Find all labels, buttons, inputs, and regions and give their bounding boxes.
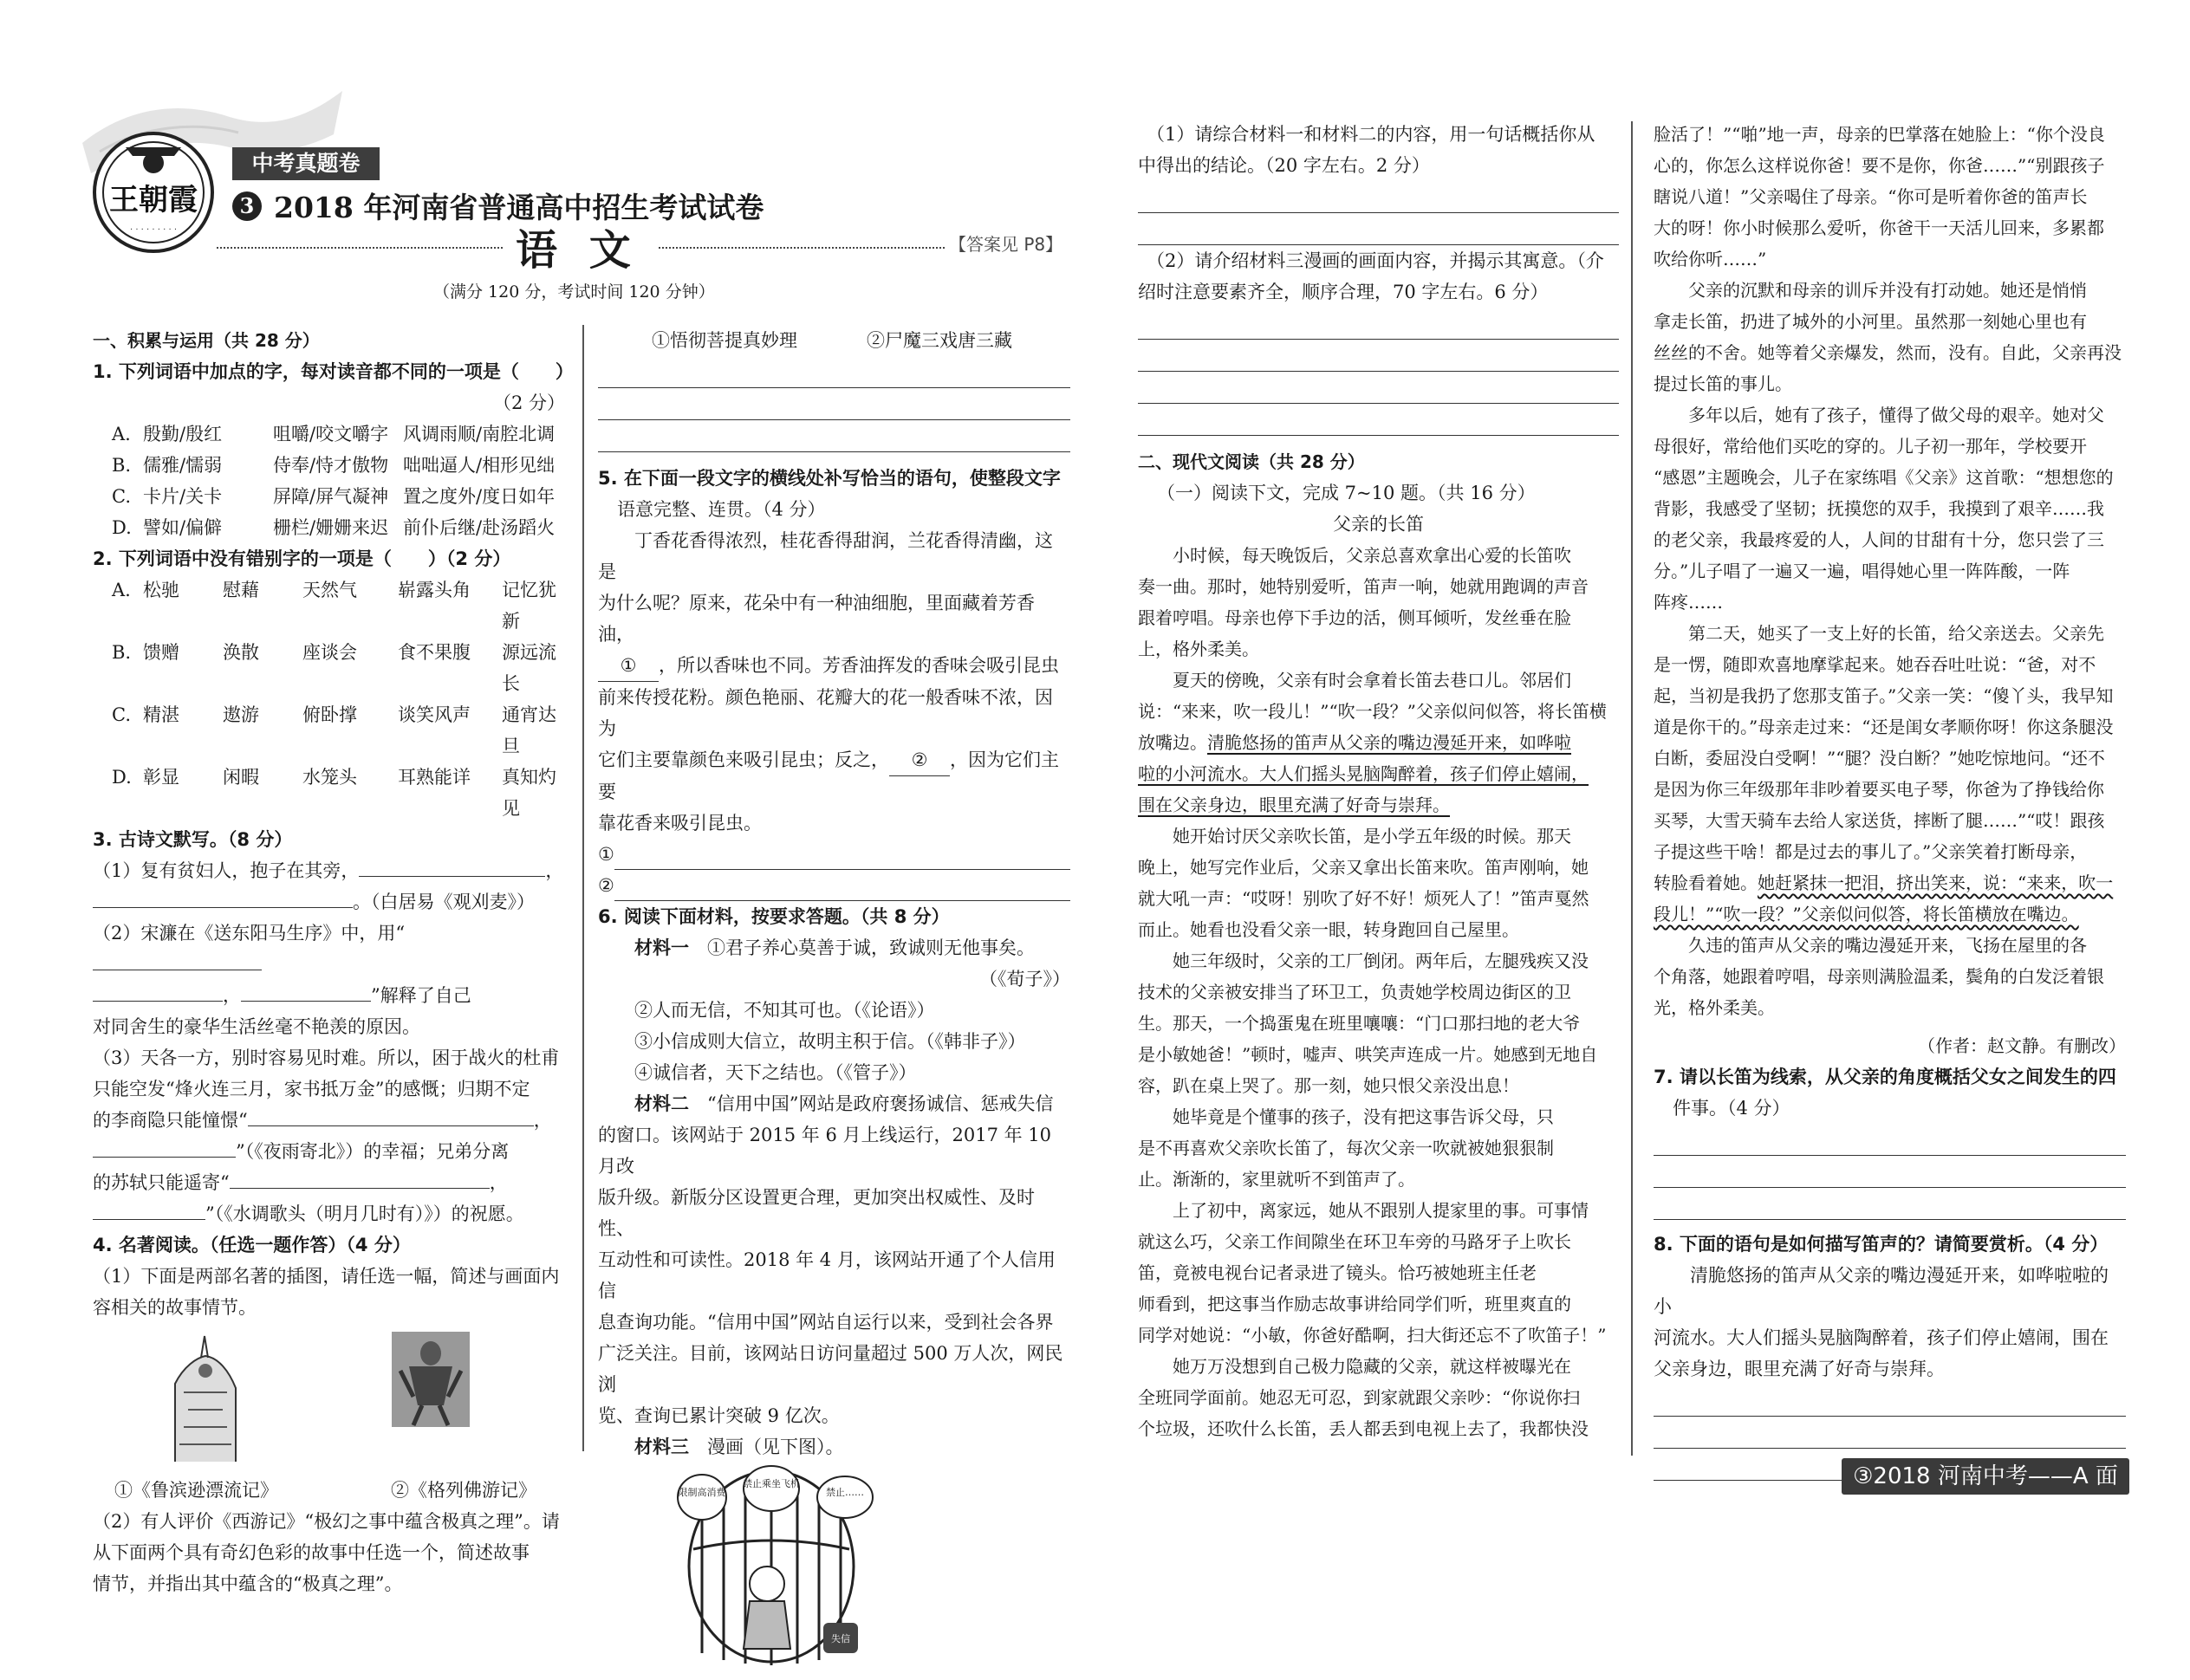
question-3-3d: ”（《夜雨寄北》）的幸福；兄弟分离 [93,1136,565,1167]
material-1-a: 材料一 ①君子养心莫善于诚，致诚则无他事矣。 [634,937,1035,958]
story-line: 上了初中，离家远，她从不跟别人提家里的事。可事情 [1173,1200,1589,1221]
story-line: 久违的笛声从父亲的嘴边漫延开来，飞扬在屋里的各 [1688,935,2087,956]
story-line: 是因为你三年级那年非吵着要买电子琴，你爸为了挣钱给你 [1654,779,2104,800]
option-word: 遨游 [223,704,259,725]
option-word: 记忆犹新 [502,580,556,632]
story-line: 同学对她说：“小敏，你爸好酷啊，扫大街还忘不了吹笛子！” [1138,1325,1607,1346]
column-3 [1138,119,1619,1444]
option-word: 耳熟能详 [398,767,471,788]
column-4 [1654,119,2126,1481]
story-line: 是一愣，随即欢喜地摩挲起来。她吞吞吐吐说：“爸，对不 [1654,654,2096,675]
question-4-1a: （1）下面是两部名著的插图，请任选一幅，简述与画面内 [93,1266,560,1287]
answer-blank[interactable] [230,1188,490,1189]
answer-blank[interactable] [93,1219,205,1220]
answer-line[interactable] [1138,308,1619,340]
question-6: 6. 阅读下面材料，按要求答题。（共 8 分） [598,906,950,927]
option-letter[interactable]: B. [112,455,132,476]
underlined-text: 清脆悠扬的笛声从父亲的嘴边漫延开来，如哗啦 [1207,732,1571,753]
answer-ref: 【答案见 P8】 [949,234,1063,255]
q5-passage-1: 丁香花香得浓烈，桂花香得甜润，兰花香得清幽，这是 [598,530,1053,582]
question-2-options [93,574,565,824]
story-line: 是不再喜欢父亲吹长笛了，每次父亲一吹就被她狠狠制 [1138,1138,1554,1158]
story-line: 个角落，她跟着哼唱，母亲则满脸温柔，鬓角的白发泛着银 [1654,966,2104,987]
illustration-caption-2: ②《格列佛游记》 [391,1480,536,1501]
story-line: 提过长笛的事儿。 [1654,373,1792,394]
author-note: （作者：赵文静。有删改） [1918,1035,2126,1056]
q4-story-options: ①悟彻菩提真妙理 ②尸魔三戏唐三藏 [652,330,1012,351]
illustration-captions [93,1475,565,1506]
question-4-1b: 容相关的故事情节。 [93,1297,257,1318]
q5-passage-2: 为什么呢？原来，花朵中有一种油细胞，里面藏着芳香油， [598,593,1035,645]
story-line: 背影，我感受了坚韧；抚摸您的双手，我摸到了艰辛……我 [1654,498,2104,519]
story-ending [1654,930,2126,1023]
option-word: 食不果腹 [398,642,471,663]
p10-wavy: 段儿！”“吹一段？”父亲似问似答，将长笛横放在嘴边。 [1654,904,2079,924]
column-divider-3 [1631,121,1633,1456]
question-5b: 语意完整、连贯。（4 分） [617,499,826,520]
paper-number-badge: 3 [232,191,262,221]
option-row [93,762,565,824]
question-3-3e: 的苏轼只能遥寄“ ， [93,1172,508,1193]
question-1-score: （2 分） [492,392,565,413]
story-line: 大的呀！你小时候那么爱听，你爸干一天活儿回来，多累都 [1654,217,2104,238]
story-line [1138,727,1619,758]
question-8: 8. 下面的语句是如何描写笛声的？请简要赏析。（4 分） [1654,1234,2109,1255]
story-line: 阵疼…… [1654,592,1723,613]
gullivers-travels-illustration [392,1332,470,1427]
credit-cartoon [598,1463,1070,1670]
question-6-2b: 绍时注意要素齐全，顺序合理，70 字左右。6 分） [1138,282,1549,302]
material-2 [598,1088,1070,1431]
option-word: 谈笑风声 [398,704,471,725]
question-3-3c: 的李商隐只能憧憬“ ， [93,1110,552,1131]
option-letter[interactable]: C. [112,704,131,725]
section-heading-2: 二、现代文阅读（共 28 分） [1138,451,1365,472]
answer-line[interactable] [1654,1188,2126,1220]
story-line: 道是你干的。”母亲走过来：“还是闺女孝顺你呀！你这条腿没 [1654,717,2114,737]
option-letter[interactable]: D. [112,517,132,538]
title-left-dots [217,247,503,249]
story-line: 子提这些干啥！都是过去的事儿了。”父亲笑着打断母亲， [1654,841,2088,862]
q5-passage-6: 靠花香来吸引昆虫。 [598,813,762,834]
question-6-1b: 中得出的结论。（20 字左右。2 分） [1138,155,1430,176]
material-2-text: 的窗口。该网站于 2015 年 6 月上线运行，2017 年 10 月改 [598,1125,1052,1177]
option-text: 栅栏/姗姗来迟 [273,517,389,538]
cartoon-tag: 失信 [831,1633,850,1644]
illustrations-row [93,1323,565,1475]
option-row [93,512,565,543]
question-3-2b: ， ”解释了自己 [93,980,565,1011]
material-2-text: 互动性和可读性。2018 年 4 月，该网站开通了个人信用信 [598,1249,1056,1301]
q5-answer-2: ② [598,870,1070,901]
story-line: 父亲身边，眼里充满了好奇与崇拜。 [1654,1359,1945,1379]
material-1-c: ③小信成则大信立，故明主积于信。（《韩非子》） [634,1031,1026,1052]
answer-blank[interactable] [241,1001,371,1002]
question-6-2a: （2）请介绍材料三漫画的画面内容，并揭示其寓意。（介 [1147,250,1604,271]
exam-title-row [232,185,764,226]
answer-line[interactable] [1138,181,1619,213]
answer-blank[interactable] [93,1157,236,1158]
story-line: 的老父亲，我最疼爱的人，人间的甘甜有十分，您只尝了三 [1654,529,2104,550]
cartoon-bubble-2: 禁止乘坐飞机 [743,1478,800,1489]
column-divider-1 [582,325,584,1451]
story-line: 她毕竟是个懂事的孩子，没有把这事告诉父母，只 [1173,1106,1554,1127]
option-word: 涣散 [223,642,259,663]
question-6-1a: （1）请综合材料一和材料二的内容，用一句话概括你从 [1147,124,1595,145]
option-row [93,450,565,481]
option-text: 咀嚼/咬文嚼字 [273,424,389,444]
story-line: “感恩”主题晚会，儿子在家练唱《父亲》这首歌：“想想您的 [1654,467,2114,488]
option-text: 咄咄逼人/相形见绌 [403,455,556,476]
material-2-line [598,1119,1070,1182]
question-3-2: （2）宋濂在《送东阳马生序》中，用“ [93,918,565,980]
story-line: 上，格外柔美。 [1138,639,1259,659]
question-3: 3. 古诗文默写。（8 分） [93,829,293,850]
option-word: 彰显 [143,767,179,788]
option-letter[interactable]: B. [112,642,132,663]
story-line: 晚上，她写完作业后，父亲又拿出长笛来吹。笛声刚响，她 [1138,857,1589,878]
blank-2[interactable]: ② [889,744,950,776]
material-2-text: 息查询功能。“信用中国”网站自运行以来，受到社会各界 [598,1312,1054,1333]
question-4: 4. 名著阅读。（任选一题作答）（4 分） [93,1235,411,1255]
material-2-label: 材料二 [634,1093,689,1114]
story-body-continued [1654,119,2126,867]
story-line: 技术的父亲被安排当了环卫工，负责她学校周边街区的卫 [1138,982,1571,1002]
svg-text:· · · · · · · · ·: · · · · · · · · · [129,225,178,235]
option-word: 水笼头 [302,767,357,788]
story-line: 奏一曲。那时，她特别爱听，笛声一响，她就用跑调的声音 [1138,576,1589,597]
story-line: 就大吼一声：“哎呀！别吹了好不好！烦死人了！”笛声戛然 [1138,888,1589,909]
option-word: 俯卧撑 [302,704,357,725]
story-line: 小时候，每天晚饭后，父亲总喜欢拿出心爱的长笛吹 [1173,545,1571,566]
story-line: 买琴，大雪天骑车去给人家送货，摔断了腿……”“哎！跟孩 [1654,810,2105,831]
answer-line[interactable] [1138,340,1619,372]
option-text: 风调雨顺/南腔北调 [403,424,556,444]
material-2-text: 版升级。新版分区设置更合理，更加突出权威性、及时性、 [598,1187,1035,1239]
option-word: 馈赠 [143,642,179,663]
question-4-2c: 情节，并指出其中蕴含的“极真之理”。 [93,1573,403,1594]
option-letter[interactable]: D. [112,767,132,788]
answer-blank[interactable] [359,876,545,877]
q5-passage-5: 它们主要靠颜色来吸引昆虫；反之， ② ，因为它们主要 [598,744,1070,808]
story-line: 容，趴在桌上哭了。那一刻，她只恨父亲没出息！ [1138,1075,1519,1096]
answer-blank-1[interactable] [614,839,1070,870]
section-heading-1: 一、积累与运用（共 28 分） [93,330,320,351]
story-line [1138,665,1619,696]
story-line: 个垃圾，还吹什么长笛，丢人都丢到电视上去了，我都快没 [1138,1418,1589,1439]
story-line: 白断，委屈没白受啊！”“腿？没白断？”她吃惊地问。“还不 [1654,748,2105,769]
story-line: 拿走长笛，扔进了城外的小河里。虽然那一刻她心里也有 [1654,311,2087,332]
story-line: 是小敏她爸！”顿时，嘘声、哄笑声连成一片。她感到无地自 [1138,1044,1598,1065]
answer-blank[interactable] [248,1125,534,1126]
series-tag: 中考真题卷 [232,147,380,180]
story-line: 光，格外柔美。 [1654,997,1775,1018]
option-word: 真知灼见 [502,767,556,819]
material-2-line [598,1307,1070,1338]
material-2-text: 览、查询已累计突破 9 亿次。 [598,1405,840,1426]
q5-passage-3: ① ，所以香味也不同。芳香油挥发的香味会吸引昆虫 [598,650,1070,682]
material-1-a-source: （《荀子》） [979,969,1070,989]
option-word: 慰藉 [223,580,259,600]
exam-title: 2018 年河南省普通高中招生考试试卷 [274,191,764,224]
option-word: 闲暇 [223,767,259,788]
question-3-3a: （3）天各一方，别时容易见时难。所以，困于战火的杜甫 [93,1048,560,1068]
story-line: 她三年级时，父亲的工厂倒闭。两年后，左腿残疾又没 [1173,950,1589,971]
answer-line[interactable] [598,356,1070,388]
column-2 [598,325,1070,1680]
q5-passage-4: 前来传授花粉。颜色艳丽、花瓣大的花一般香味不浓，因为 [598,687,1053,739]
answer-blank[interactable] [93,1001,223,1002]
answer-line[interactable] [1138,372,1619,404]
question-3-2c: 对同舍生的豪华生活丝毫不艳羡的原因。 [93,1016,420,1037]
p10-plain: 转脸看着她。她赶紧抹一把泪，挤出笑来，说：“来来，吹一 [1654,872,2114,893]
question-7b: 件事。（4 分） [1673,1098,1790,1119]
story-line: 心的，你怎么这样说你爸！要不是你，你爸……”“别跟孩子 [1654,155,2105,176]
robinson-crusoe-illustration [166,1332,244,1462]
story-line: 父亲的沉默和母亲的训斥并没有打动她。她还是悄悄 [1688,280,2087,301]
question-1: 1. 下列词语中加点的字，每对读音都不同的一项是（ ） [93,361,574,382]
cartoon-bubble-3: 禁止…… [826,1487,864,1498]
answer-line[interactable] [1138,213,1619,245]
question-7: 7. 请以长笛为线索，从父亲的角度概括父女之间发生的四 [1654,1067,2116,1087]
publisher-logo-icon [91,130,217,256]
story-line: 分。”儿子唱了一遍又一遍，唱得她心里一阵阵酸，一阵 [1654,561,2070,581]
option-text: 卡片/关卡 [143,486,223,507]
underlined-line: 围在父亲身边，眼里充满了好奇与崇拜。 [1138,795,1450,815]
subject-title: 语 文 [516,226,640,275]
question-5: 5. 在下面一段文字的横线处补写恰当的语句，使整段文字 [598,468,1061,489]
story-text: 说：“来来，吹一段儿！”“吹一段？”父亲似问似答，将长笛横 [1138,701,1607,722]
exam-info: （满分 120 分，考试时间 120 分钟） [433,282,715,302]
story-line: 丝丝的不舍。她等着父亲爆发，然而，没有。自此，父亲再没 [1654,342,2122,363]
question-4-2b: 从下面两个具有奇幻色彩的故事中任选一个，简述故事 [93,1542,530,1563]
option-word: 座谈会 [302,642,357,663]
option-row [93,574,565,637]
story-line: 笛，竟被电视台记者录进了镜头。恰巧被她班主任老 [1138,1262,1537,1283]
material-2-text: 广泛关注。目前，该网站日访问量超过 500 万人次，网民浏 [598,1343,1063,1395]
answer-blank-2[interactable] [614,870,1070,901]
question-3-1: （1）复有贫妇人，抱子在其旁， ， [93,860,564,881]
story-line: 全班同学面前。她忍无可忍，到家就跟父亲吵：“你说你扫 [1138,1387,1581,1408]
story-line: 脸活了！”“啪”地一声，母亲的巴掌落在她脸上：“你个没良 [1654,124,2105,145]
answer-line[interactable] [1654,1385,2126,1417]
question-2: 2. 下列词语中没有错别字的一项是（ ）（2 分） [93,548,511,569]
story-line [1138,696,1619,727]
story-line: 生。那天，一个捣蛋鬼在班里嚷嚷：“门口那扫地的老大爷 [1138,1013,1581,1034]
q5-answer-1: ① [598,839,1070,870]
material-2-text: “信用中国”网站是政府褒扬诚信、惩戒失信 [707,1093,1054,1114]
answer-line[interactable] [1654,1156,2126,1188]
answer-blank[interactable] [93,907,353,908]
logo-text: 王朝霞 [109,183,198,217]
option-letter[interactable]: A. [112,424,131,444]
option-text: 前仆后继/赴汤蹈火 [403,517,556,538]
material-3: 材料三 漫画（见下图）。 [634,1436,844,1457]
story-line: 吹给你听……” [1654,249,1767,269]
material-1-d: ④诚信者，天下之结也。（《管子》） [634,1062,917,1083]
story-line: 跟着哼唱。母亲也停下手边的活，侧耳倾听，发丝垂在脸 [1138,607,1571,628]
option-text: 置之度外/度日如年 [403,486,556,507]
option-word: 松驰 [143,580,179,600]
question-3-3f: ”（《水调歌头（明月几时有）》）的祝愿。 [93,1198,565,1229]
story-text: 放嘴边。 [1138,732,1207,753]
option-row [93,418,565,450]
question-1-options [93,418,565,543]
option-word: 通宵达旦 [502,704,556,756]
option-row [93,637,565,699]
story-line: 多年以后，她有了孩子，懂得了做父母的艰辛。她对父 [1688,405,2104,425]
option-letter[interactable]: A. [112,580,131,600]
blank-1[interactable]: ① [598,650,659,682]
question-3-1-source: 。（白居易《观刈麦》） [93,886,565,918]
material-2-line [598,1088,1070,1119]
material-2-line [598,1244,1070,1307]
story-line: 清脆悠扬的笛声从父亲的嘴边漫延开来，如哗啦啦的小 [1654,1265,2109,1317]
story-line: 就这么巧，父亲工作间隙坐在环卫车旁的马路牙子上吹长 [1138,1231,1571,1252]
story-line: 瞎说八道！”父亲喝住了母亲。“你可是听着你爸的笛声长 [1654,186,2088,207]
illustration-caption-1: ①《鲁滨逊漂流记》 [114,1480,278,1501]
answer-line[interactable] [598,388,1070,420]
story-line: 师看到，把这事当作励志故事讲给同学们听，班里爽直的 [1138,1294,1571,1314]
story-line: 河流水。大人们摇头晃脑陶醉着，孩子们停止嬉闹，围在 [1654,1327,2109,1348]
story-line: 母很好，常给他们买吃的穿的。儿子初一那年，学校要开 [1654,436,2087,457]
question-8-quote [1654,1260,2126,1385]
answer-line[interactable] [1138,404,1619,436]
option-text: 儒雅/懦弱 [143,455,223,476]
material-2-line [598,1338,1070,1400]
answer-line[interactable] [1654,1124,2126,1156]
question-4-2a: （2）有人评价《西游记》“极幻之事中蕴含极真之理”。请 [93,1511,560,1532]
option-text: 譬如/偏僻 [143,517,223,538]
material-2-line [598,1182,1070,1244]
option-text: 侍奉/恃才傲物 [273,455,389,476]
answer-line[interactable] [598,420,1070,452]
option-word: 精湛 [143,704,179,725]
subsection-1: （一）阅读下文，完成 7~10 题。（共 16 分） [1157,483,1536,503]
story-line: 止。渐渐的，家里就听不到笛声了。 [1138,1169,1415,1190]
option-row [93,699,565,762]
story-line: 第二天，她买了一支上好的长笛，给父亲送去。父亲先 [1688,623,2104,644]
option-text: 殷勤/殷红 [143,424,223,444]
question-3-3b: 只能空发“烽火连三月，家书抵万金”的感慨；归期不定 [93,1079,530,1099]
answer-line[interactable] [1654,1417,2126,1449]
option-row [93,481,565,512]
footer-badge: ③2018 河南中考——A 面 [1842,1458,2129,1495]
option-word: 崭露头角 [398,580,471,600]
option-letter[interactable]: C. [112,486,131,507]
story-line: 她万万没想到自己极力隐藏的父亲，就这样被曝光在 [1173,1356,1571,1377]
story-body [1138,540,1619,1444]
title-right-dots [659,247,945,249]
story-text: 夏天的傍晚，父亲有时会拿着长笛去巷口儿。邻居们 [1173,670,1571,691]
option-text: 屏障/屏气凝神 [273,486,389,507]
story-line: 起，当初是我扔了您那支笛子。”父亲一笑：“傻丫头，我早知 [1654,685,2114,706]
cartoon-bubble-1: 限制高消费 [678,1487,726,1498]
story-line: 她开始讨厌父亲吹长笛，是小学五年级的时候。那天 [1173,826,1571,846]
underlined-line: 啦的小河流水。大人们摇头晃脑陶醉着，孩子们停止嬉闹， [1138,763,1589,784]
option-word: 天然气 [302,580,357,600]
column-1 [93,325,574,1599]
material-1-b: ②人而无信，不知其可也。（《论语》） [634,1000,935,1021]
material-2-line [598,1400,1070,1431]
story-line: 而止。她看也没看父亲一眼，转身跑回自己屋里。 [1138,919,1519,940]
story-title: 父亲的长笛 [1333,514,1424,535]
option-word: 源远流长 [502,642,556,694]
